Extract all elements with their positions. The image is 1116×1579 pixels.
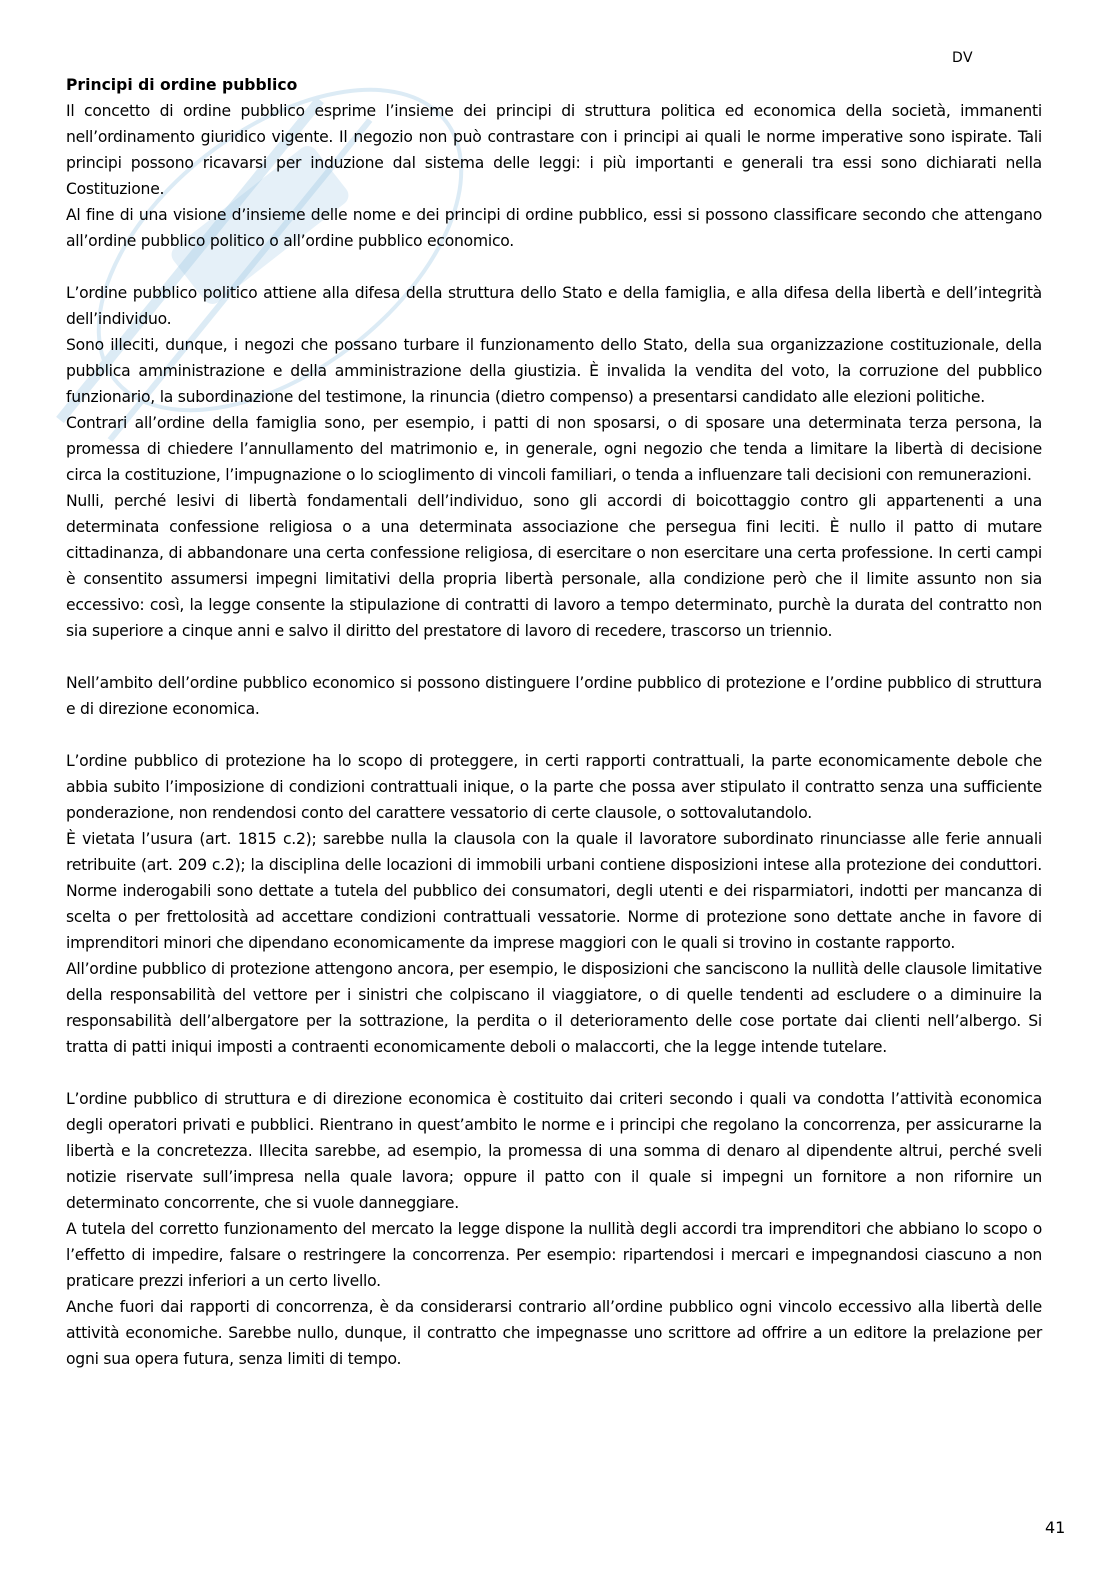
paragraph-gap [66, 644, 1042, 670]
paragraph: Nulli, perché lesivi di libertà fondamentali dell’individuo, sono gli accordi di boicottaggio contro gli appartenenti a una determinata confessione religiosa o a una determinata associazione che persegua fini leciti. È nullo il patto di mutare cittadinanza, di abbandonare una certa confessione religiosa, di esercitare o non esercitare una certa professione. In certi campi è consentito assumersi impegni limitativi della propria libertà personale, alla condizione però che il limite assunto non sia eccessivo: così, la legge consente la stipulazione di contratti di lavoro a tempo determinato, purchè la durata del contratto non sia superiore a cinque anni e salvo il diritto del prestatore di lavoro di recedere, trascorso un triennio. [66, 492, 1042, 640]
page-number: 41 [1045, 1518, 1066, 1537]
paragraph: Nell’ambito dell’ordine pubblico economico si possono distinguere l’ordine pubblico di protezione e l’ordine pubblico di struttura e di direzione economica. [66, 674, 1042, 718]
paragraph: Anche fuori dai rapporti di concorrenza, è da considerarsi contrario all’ordine pubblico ogni vincolo eccessivo alla libertà delle attività economiche. Sarebbe nullo, dunque, il contratto che impegnasse uno scrittore ad offrire a un editore la prelazione per ogni sua opera futura, senza limiti di tempo. [66, 1298, 1042, 1368]
section-title: Principi di ordine pubblico [66, 76, 298, 94]
paragraph-gap [66, 254, 1042, 280]
paragraph: Contrari all’ordine della famiglia sono, per esempio, i patti di non sposarsi, o di sposare una determinata terza persona, la promessa di chiedere l’annullamento del matrimonio e, in generale, ogni negozio che tenda a limitare la libertà di decisione circa la costituzione, l’impugnazione o lo scioglimento di vincoli familiari, o tenda a influenzare tali decisioni con remunerazioni. [66, 414, 1042, 484]
paragraph: L’ordine pubblico di protezione ha lo scopo di proteggere, in certi rapporti contrattuali, la parte economicamente debole che abbia subito l’imposizione di condizioni contrattuali inique, o la parte che possa aver stipulato il contratto senza una sufficiente ponderazione, non rendendosi conto del carattere vessatorio di certe clausole, o sottovalutandolo. [66, 752, 1042, 822]
header-initials: DV [952, 50, 974, 66]
paragraph: A tutela del corretto funzionamento del mercato la legge dispone la nullità degli accordi tra imprenditori che abbiano lo scopo o l’effetto di impedire, falsare o restringere la concorrenza. Per esempio: ripartendosi i mercari e impegnandosi ciascuno a non praticare prezzi inferiori a un certo livello. [66, 1220, 1042, 1290]
paragraph: Sono illeciti, dunque, i negozi che possano turbare il funzionamento dello Stato, della sua organizzazione costituzionale, della pubblica amministrazione e della amministrazione della giustizia. È invalida la vendita del voto, la corruzione del pubblico funzionario, la subordinazione del testimone, la rinuncia (dietro compenso) a presentarsi candidato alle elezioni politiche. [66, 336, 1042, 406]
paragraph-gap [66, 1060, 1042, 1086]
paragraph: L’ordine pubblico politico attiene alla difesa della struttura dello Stato e della famiglia, e alla difesa della libertà e dell’integrità dell’individuo. [66, 284, 1042, 328]
paragraph: Il concetto di ordine pubblico esprime l’insieme dei principi di struttura politica ed economica della società, immanenti nell’ordinamento giuridico vigente. Il negozio non può contrastare con i principi ai quali le norme imperative sono ispirate. Tali principi possono ricavarsi per induzione dal sistema delle leggi: i più importanti e generali tra essi sono dichiarati nella Costituzione. [66, 102, 1042, 198]
document-body [66, 72, 1042, 1372]
paragraph: L’ordine pubblico di struttura e di direzione economica è costituito dai criteri secondo i quali va condotta l’attività economica degli operatori privati e pubblici. Rientrano in quest’ambito le norme e i principi che regolano la concorrenza, per assicurarne la libertà e la concretezza. Illecita sarebbe, ad esempio, la promessa di una somma di denaro al dipendente altrui, perché sveli notizie riservate sull’impresa nella quale lavora; oppure il patto con il quale si impegni un fornitore a non rifornire un determinato concorrente, che si vuole danneggiare. [66, 1090, 1042, 1212]
paragraph-gap [66, 722, 1042, 748]
paragraph: All’ordine pubblico di protezione attengono ancora, per esempio, le disposizioni che sanciscono la nullità delle clausole limitative della responsabilità del vettore per i sinistri che colpiscano il viaggiatore, o di quelle tendenti ad escludere o a diminuire la responsabilità dell’albergatore per la sottrazione, la perdita o il deterioramento delle cose portate dai clienti nell’albergo. Si tratta di patti iniqui imposti a contraenti economicamente deboli o malaccorti, che la legge intende tutelare. [66, 960, 1042, 1056]
paragraph: Al fine di una visione d’insieme delle nome e dei principi di ordine pubblico, essi si possono classificare secondo che attengano all’ordine pubblico politico o all’ordine pubblico economico. [66, 206, 1042, 250]
paragraph: È vietata l’usura (art. 1815 c.2); sarebbe nulla la clausola con la quale il lavoratore subordinato rinunciasse alle ferie annuali retribuite (art. 209 c.2); la disciplina delle locazioni di immobili urbani contiene disposizioni intese alla protezione dei conduttori. Norme inderogabili sono dettate a tutela del pubblico dei consumatori, degli utenti e dei risparmiatori, indotti per mancanza di scelta o per frettolosità ad accettare condizioni contrattuali vessatorie. Norme di protezione sono dettate anche in favore di imprenditori minori che dipendano economicamente da imprese maggiori con le quali si trovino in costante rapporto. [66, 830, 1042, 952]
